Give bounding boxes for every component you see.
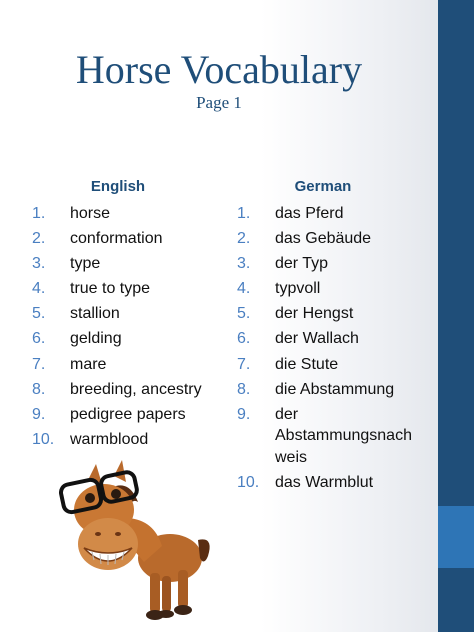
- side-bar-accent: [438, 506, 474, 568]
- german-column-header: German: [294, 178, 352, 195]
- english-word-list: [32, 203, 232, 454]
- page-title: Horse Vocabulary: [75, 47, 363, 92]
- german-word: die Abstammung: [275, 380, 395, 398]
- english-word: breeding, ancestry: [70, 380, 202, 398]
- list-number: 9.: [237, 405, 251, 423]
- english-word: conformation: [70, 230, 163, 248]
- list-number: 9.: [32, 405, 46, 423]
- list-number: 3.: [32, 255, 46, 273]
- german-word: typvoll: [275, 280, 321, 298]
- cartoon-horse-with-glasses-icon: [58, 458, 218, 623]
- list-number: 5.: [237, 305, 251, 323]
- german-word: der Hengst: [275, 305, 354, 323]
- list-item: [237, 354, 422, 376]
- list-number: 4.: [32, 280, 46, 298]
- english-word: warmblood: [70, 430, 149, 448]
- list-number: 2.: [32, 230, 46, 248]
- list-number: 1.: [32, 205, 46, 222]
- list-item: [237, 404, 422, 469]
- list-item: [237, 253, 422, 275]
- english-word: horse: [70, 205, 111, 222]
- list-item: [32, 379, 232, 401]
- page-subtitle: Page 1: [196, 93, 242, 112]
- list-number: 1.: [237, 205, 251, 222]
- list-number: 8.: [237, 380, 251, 398]
- list-number: 4.: [237, 280, 251, 298]
- list-item: [237, 379, 422, 401]
- english-word: type: [70, 255, 101, 273]
- german-word: das Warmblut: [275, 473, 374, 491]
- english-word: gelding: [70, 330, 122, 348]
- list-item: [237, 303, 422, 325]
- german-word: der Wallach: [275, 330, 359, 348]
- german-word-list: [237, 203, 422, 497]
- list-item: [32, 278, 232, 300]
- list-number: 10.: [32, 430, 55, 448]
- list-number: 7.: [32, 355, 46, 373]
- list-item: [237, 278, 422, 300]
- english-word: pedigree papers: [70, 405, 186, 423]
- list-item: [237, 328, 422, 350]
- list-item: [32, 429, 232, 451]
- german-word: der Typ: [275, 255, 329, 273]
- list-number: 2.: [237, 230, 251, 248]
- german-word: der: [275, 405, 299, 423]
- list-number: 10.: [237, 473, 260, 491]
- german-word: das Gebäude: [275, 230, 372, 248]
- list-number: 6.: [237, 330, 251, 348]
- german-word: das Pferd: [275, 205, 344, 222]
- list-item: [237, 472, 422, 494]
- list-item: [32, 228, 232, 250]
- list-item: [237, 203, 422, 225]
- list-number: 3.: [237, 255, 251, 273]
- list-item: [237, 228, 422, 250]
- english-word: mare: [70, 355, 107, 373]
- german-word: die Stute: [275, 355, 339, 373]
- list-item: [32, 253, 232, 275]
- list-item: [32, 328, 232, 350]
- list-item: [32, 203, 232, 225]
- english-word: true to type: [70, 280, 151, 298]
- list-number: 5.: [32, 305, 46, 323]
- list-item: [32, 404, 232, 426]
- list-number: 8.: [32, 380, 46, 398]
- list-number: 7.: [237, 355, 251, 373]
- english-word: stallion: [70, 305, 120, 323]
- list-item: [32, 354, 232, 376]
- english-column-header: English: [90, 178, 146, 195]
- german-word-continued: weis: [275, 448, 308, 466]
- list-item: [32, 303, 232, 325]
- list-number: 6.: [32, 330, 46, 348]
- german-word-continued: Abstammungsnach: [275, 427, 412, 445]
